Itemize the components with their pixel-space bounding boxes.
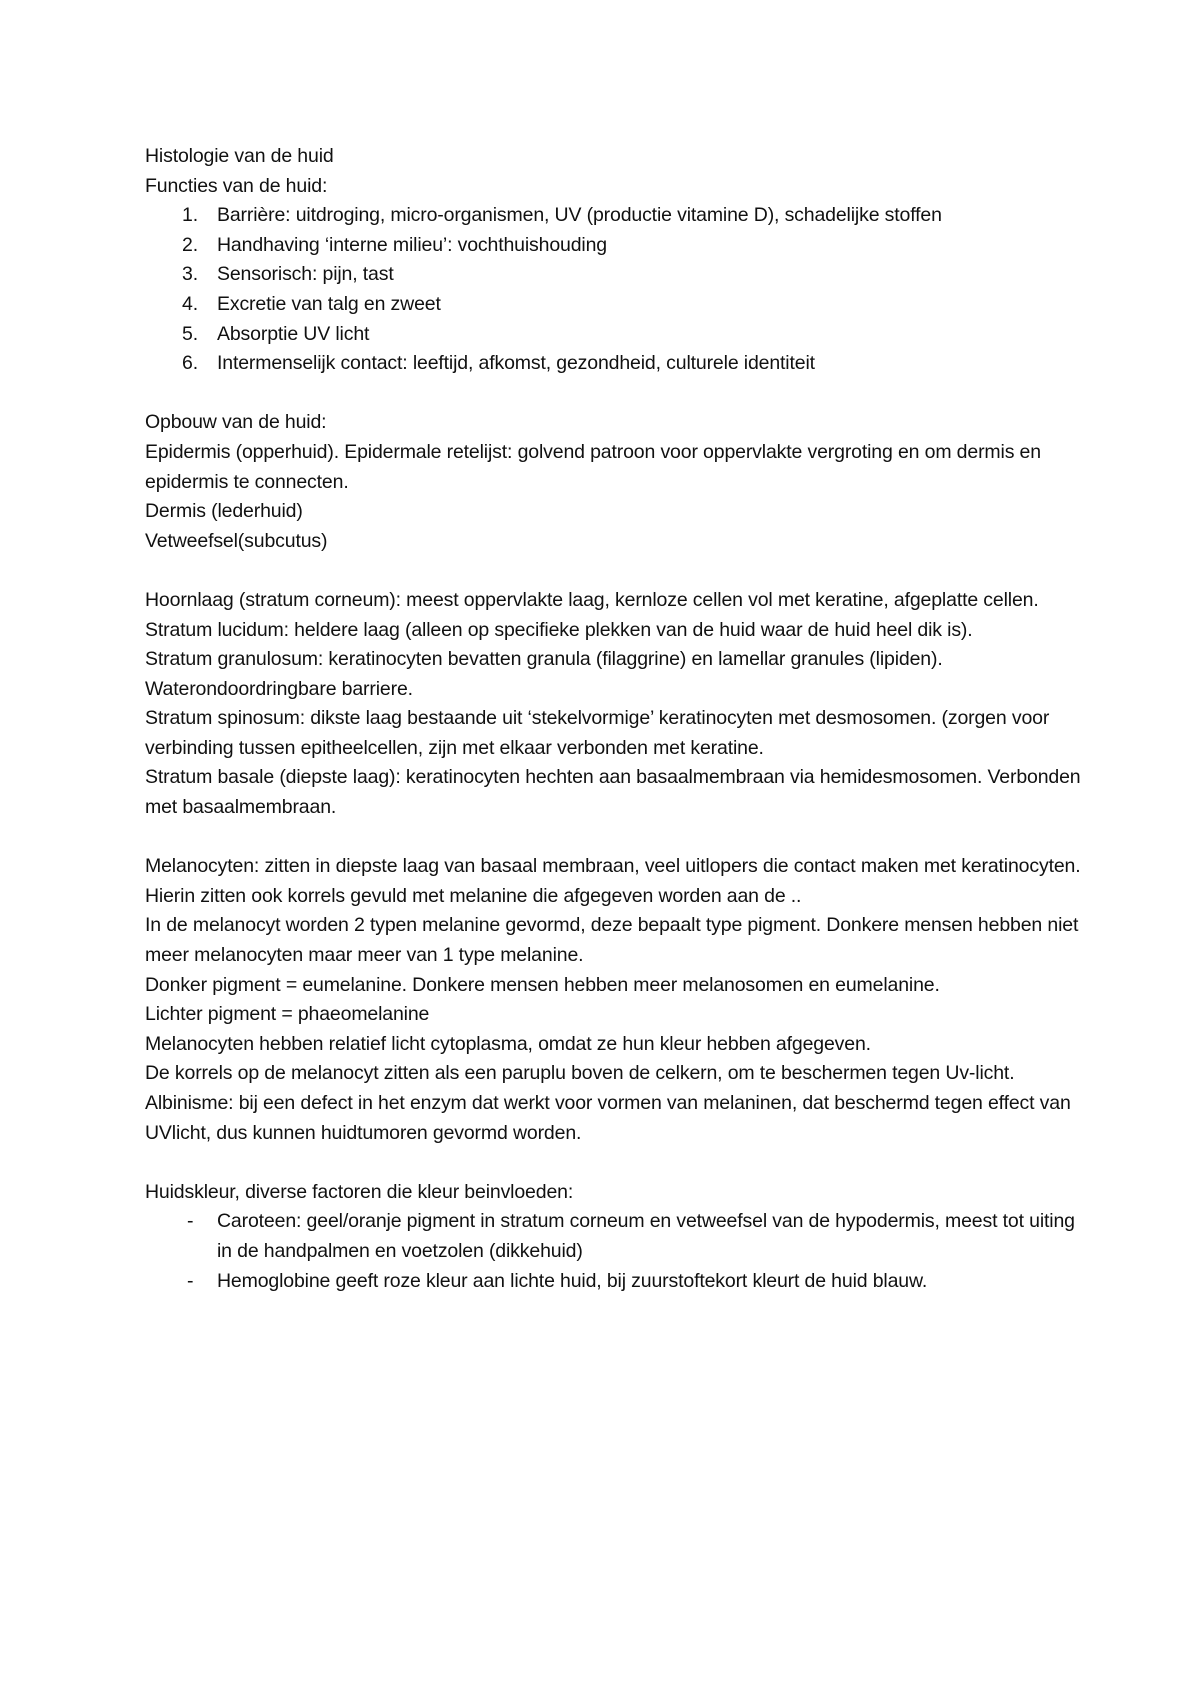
dark-pigment-paragraph: Donker pigment = eumelanine. Donkere mensen hebben meer melanosomen en eumelanine. <box>145 973 940 996</box>
dash-bullet: - <box>187 1269 194 1292</box>
stratum-lucidum-paragraph: Stratum lucidum: heldere laag (alleen op specifieke plekken van de huid waar de huid heel dik is). <box>145 618 973 641</box>
stratum-spinosum-paragraph: Stratum spinosum: dikste laag bestaande uit ‘stekelvormige’ keratinocyten met desmosomen. (zorgen voor verbinding tussen epitheelcellen, zijn met elkaar verbonden met keratine. <box>145 707 1050 759</box>
list-item-text: Intermenselijk contact: leeftijd, afkomst, gezondheid, culturele identiteit <box>217 352 815 375</box>
list-number: 5. <box>182 322 198 345</box>
list-item-text: Hemoglobine geeft roze kleur aan lichte huid, bij zuurstoftekort kleurt de huid blauw. <box>217 1269 928 1292</box>
blank-line <box>145 379 1085 409</box>
stratum-granulosum-paragraph: Stratum granulosum: keratinocyten bevatten granula (filaggrine) en lamellar granules (lipiden). Waterondoordringbare barriere. <box>145 648 943 700</box>
document-title: Histologie van de huid <box>145 145 334 167</box>
list-item-text: Caroteen: geel/oranje pigment in stratum corneum en vetweefsel van de hypodermis, meest tot uiting in de handpalmen en voetzolen (dikkehuid) <box>217 1210 1075 1262</box>
list-item <box>145 290 1085 320</box>
stratum-basale-paragraph: Stratum basale (diepste laag): keratinocyten hechten aan basaalmembraan via hemidesmosomen. Verbonden met basaalmembraan. <box>145 766 1081 819</box>
list-number: 3. <box>182 263 198 286</box>
document-page <box>145 142 1085 1296</box>
functions-heading: Functies van de huid: <box>145 174 328 197</box>
list-item <box>145 1207 1085 1266</box>
skin-color-list <box>145 1207 1085 1296</box>
list-item <box>145 349 1085 379</box>
light-pigment-paragraph: Lichter pigment = phaeomelanine <box>145 1003 430 1026</box>
list-item-text: Sensorisch: pijn, tast <box>217 263 394 286</box>
structure-heading: Opbouw van de huid: <box>145 411 327 434</box>
skin-color-heading: Huidskleur, diverse factoren die kleur beinvloeden: <box>145 1180 574 1203</box>
blank-line <box>145 556 1085 586</box>
cytoplasm-paragraph: Melanocyten hebben relatief licht cytoplasma, omdat ze hun kleur hebben afgegeven. <box>145 1032 871 1055</box>
list-item <box>145 260 1085 290</box>
melanocytes-paragraph: Melanocyten: zitten in diepste laag van basaal membraan, veel uitlopers die contact maken met keratinocyten. Hierin zitten ook korrels gevuld met melanine die afgegeven worden aan de .. <box>145 855 1081 907</box>
list-item-text: Barrière: uitdroging, micro-organismen, UV (productie vitamine D), schadelijke stoffen <box>217 204 942 227</box>
dermis-paragraph: Dermis (lederhuid) <box>145 500 303 523</box>
list-item-text: Absorptie UV licht <box>217 322 370 345</box>
albinism-paragraph: Albinisme: bij een defect in het enzym dat werkt voor vormen van melaninen, dat beschermd tegen effect van UVlicht, dus kunnen huidtumoren gevormd worden. <box>145 1092 1071 1144</box>
umbrella-paragraph: De korrels op de melanocyt zitten als een paruplu boven de celkern, om te beschermen tegen Uv-licht. <box>145 1062 1015 1085</box>
dash-bullet: - <box>187 1210 194 1233</box>
list-number: 2. <box>182 233 198 256</box>
list-number: 1. <box>182 204 198 227</box>
list-item <box>145 320 1085 350</box>
blank-line <box>145 1148 1085 1178</box>
list-item <box>145 231 1085 261</box>
list-item-text: Excretie van talg en zweet <box>217 292 441 315</box>
subcutis-paragraph: Vetweefsel(subcutus) <box>145 529 328 552</box>
list-item <box>145 201 1085 231</box>
list-item <box>145 1267 1085 1297</box>
epidermis-paragraph: Epidermis (opperhuid). Epidermale retelijst: golvend patroon voor oppervlakte vergroting en om dermis en epidermis te connecten. <box>145 440 1041 493</box>
blank-line <box>145 823 1085 853</box>
list-number: 4. <box>182 292 198 315</box>
stratum-corneum-paragraph: Hoornlaag (stratum corneum): meest oppervlakte laag, kernloze cellen vol met keratine, afgeplatte cellen. <box>145 588 1039 611</box>
list-item-text: Handhaving ‘interne milieu’: vochthuishouding <box>217 233 608 256</box>
melanin-types-paragraph: In de melanocyt worden 2 typen melanine gevormd, deze bepaalt type pigment. Donkere mensen hebben niet meer melanocyten maar meer van 1 type melanine. <box>145 914 1079 967</box>
functions-list <box>145 201 1085 379</box>
list-number: 6. <box>182 352 198 375</box>
